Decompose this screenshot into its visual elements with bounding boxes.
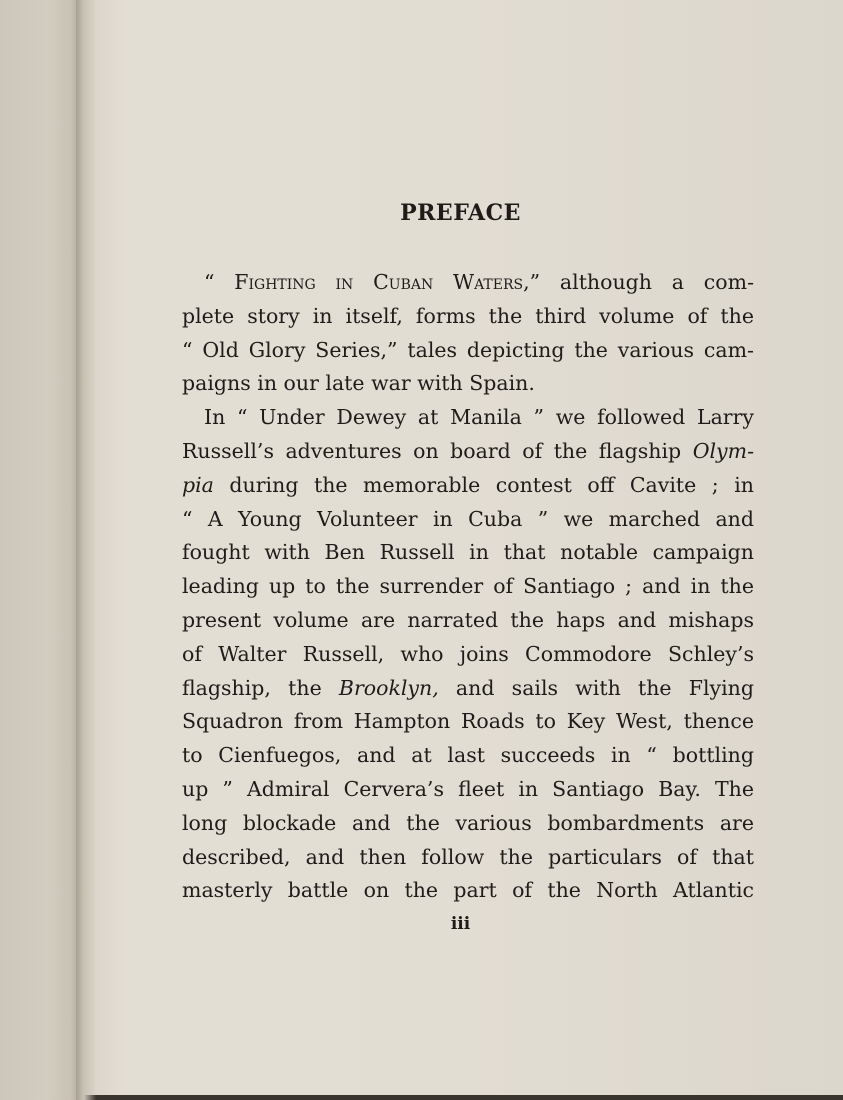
text-line bbox=[182, 435, 754, 469]
text-line: “ A Young Volunteer in Cuba ” we marched and bbox=[182, 506, 754, 531]
ship-name-italic: Brooklyn, bbox=[338, 675, 439, 700]
page-number: iii bbox=[450, 914, 471, 934]
ship-name-italic: Olym- bbox=[692, 438, 754, 463]
text-line: masterly battle on the part of the North Atlantic bbox=[182, 878, 754, 903]
text-line: In “ Under Dewey at Manila ” we followed Larry bbox=[204, 405, 754, 430]
facing-page-edge bbox=[0, 0, 78, 1100]
text-line: to Cienfuegos, and at last succeeds in “ bottling bbox=[182, 743, 754, 768]
text-segment: flagship, the bbox=[182, 675, 339, 700]
text-line bbox=[182, 469, 754, 503]
text-line: up ” Admiral Cervera’s fleet in Santiago Bay. The bbox=[182, 776, 754, 801]
book-title-small-caps: Fighting in Cuban Waters, bbox=[234, 270, 530, 294]
text-segment: ” although a com- bbox=[529, 270, 754, 294]
text-segment: “ bbox=[204, 270, 235, 294]
text-line: Squadron from Hampton Roads to Key West, thence bbox=[182, 709, 754, 734]
preface-body bbox=[182, 266, 754, 908]
text-line: of Walter Russell, who joins Commodore Schley’s bbox=[182, 641, 754, 666]
text-segment: Russell’s adventures on board of the flagship bbox=[182, 438, 693, 463]
text-segment: and sails with the Flying bbox=[438, 675, 754, 700]
text-line: present volume are narrated the haps and mishaps bbox=[182, 607, 754, 632]
text-line: leading up to the surrender of Santiago ; and in the bbox=[182, 574, 754, 599]
paragraph-1 bbox=[182, 266, 754, 401]
text-line bbox=[182, 672, 754, 706]
text-line: fought with Ben Russell in that notable campaign bbox=[182, 540, 754, 565]
paragraph-2 bbox=[182, 401, 754, 908]
text-segment: during the memorable contest off Cavite ; in bbox=[213, 472, 754, 497]
text-line bbox=[182, 266, 754, 300]
text-line: “ Old Glory Series,” tales depicting the various cam- bbox=[182, 337, 754, 362]
page-title: PREFACE bbox=[400, 200, 521, 226]
text-line: paigns in our late war with Spain. bbox=[182, 371, 535, 396]
ship-name-italic: pia bbox=[182, 472, 214, 497]
text-line: plete story in itself, forms the third volume of the bbox=[182, 303, 754, 328]
gutter-shadow bbox=[76, 0, 96, 1100]
page-bottom-edge bbox=[78, 1095, 843, 1100]
text-line: described, and then follow the particulars of that bbox=[182, 844, 754, 869]
text-line: long blockade and the various bombardments are bbox=[182, 810, 754, 835]
